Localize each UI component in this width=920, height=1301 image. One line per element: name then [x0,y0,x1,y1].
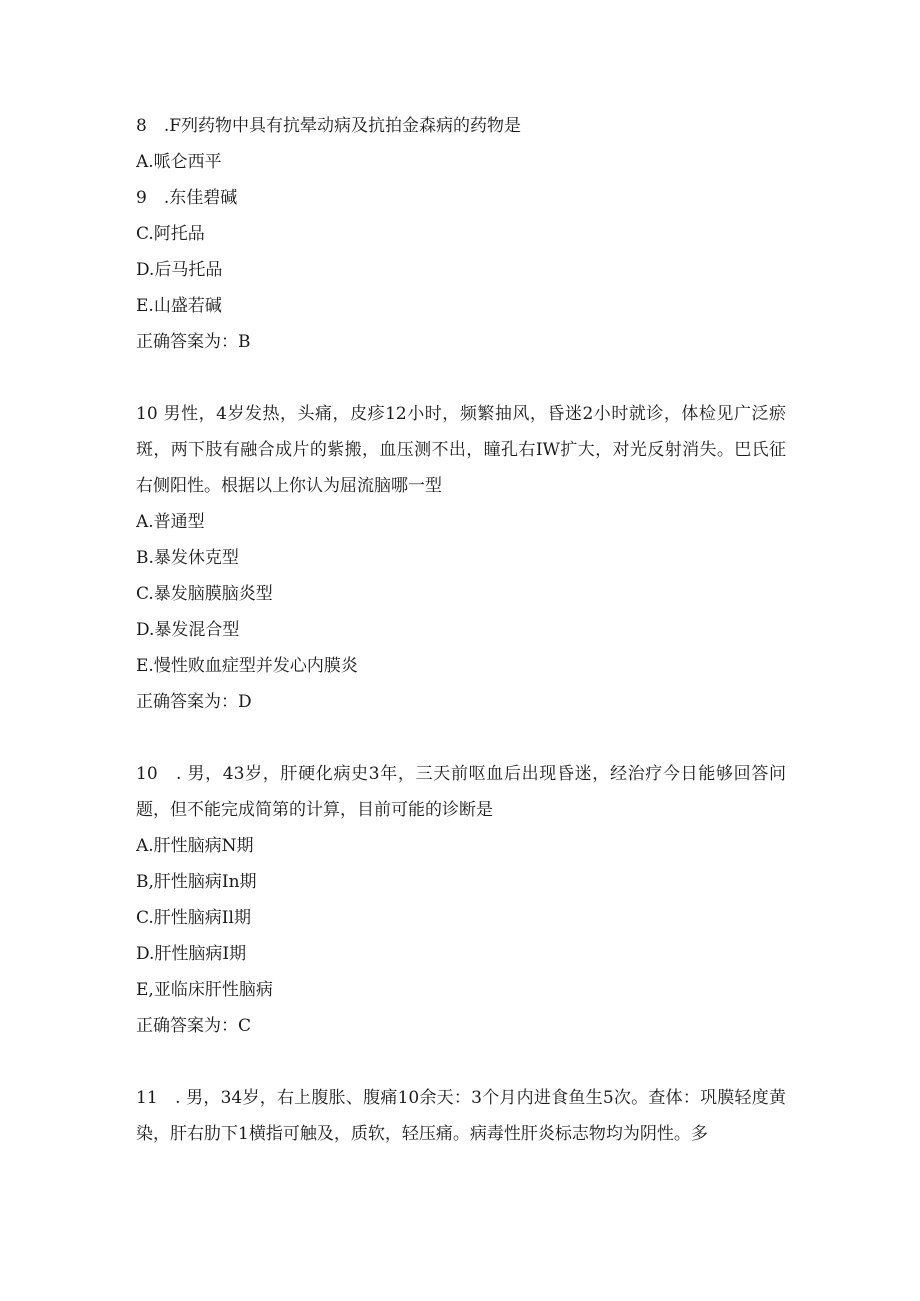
spacer [136,360,786,396]
answer-line: 正确答案为：D [136,692,252,712]
option-item: 9 .东佳碧碱 [136,188,238,208]
question-stem: 8 .F列药物中具有抗晕动病及抗拍金森病的药物是 [136,116,522,136]
question-block [136,108,786,360]
option-item: D.肝性脑病I期 [136,944,247,964]
option-item: C.暴发脑膜脑炎型 [136,584,273,604]
question-stem: 10 男性，4岁发热，头痛，皮疹12小时，频繁抽风，昏迷2小时就诊，体检见广泛瘀斑，两下肢有融合成片的紫搬，血压测不出，瞳孔右IW扩大，对光反射消失。巴氏征右侧阳性。根据以上你认为屈流脑哪一型 [136,404,786,496]
spacer [136,720,786,756]
spacer [136,1044,786,1080]
option-item: C.阿托品 [136,224,205,244]
option-item: D.后马托品 [136,260,223,280]
option-item: C.肝性脑病Il期 [136,908,251,928]
question-block [136,756,786,1044]
document-page [136,108,786,1152]
option-item: E,亚临床肝性脑病 [136,980,273,1000]
question-stem: 11 . 男，34岁，右上腹胀、腹痛10余天：3个月内进食鱼生5次。查体：巩膜轻度黄染，肝右肋下1横指可触及，质软，轻压痛。病毒性肝炎标志物均为阴性。多 [136,1088,786,1144]
option-item: A.肝性脑病N期 [136,836,254,856]
option-item: B,肝性脑病In期 [136,872,257,892]
option-item: D.暴发混合型 [136,620,240,640]
option-item: E.山盛若碱 [136,296,222,316]
answer-line: 正确答案为：C [136,1016,252,1036]
question-stem: 10 . 男，43岁，肝硬化病史3年，三天前呕血后出现昏迷，经治疗今日能够回答问题，但不能完成简第的计算，目前可能的诊断是 [136,764,786,820]
question-block [136,1080,786,1152]
question-block [136,396,786,720]
option-item: A.哌仑西平 [136,152,222,172]
option-item: B.暴发休克型 [136,548,239,568]
option-item: E.慢性败血症型并发心内膜炎 [136,656,358,676]
answer-line: 正确答案为：B [136,332,251,352]
option-item: A.普通型 [136,512,205,532]
